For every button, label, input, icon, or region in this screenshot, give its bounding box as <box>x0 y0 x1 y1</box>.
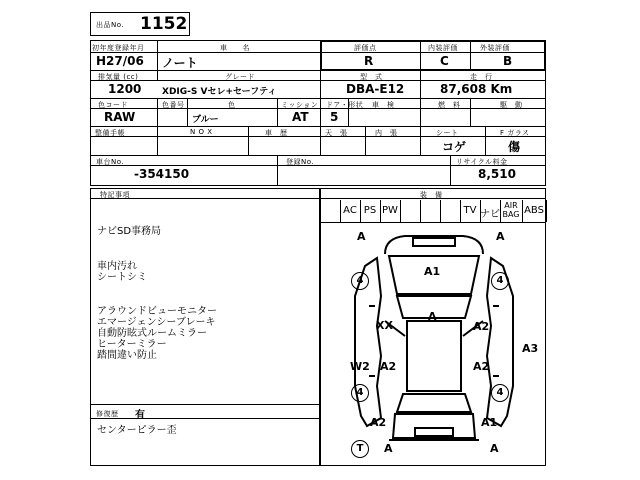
damage-right-side: A3 <box>522 342 539 355</box>
registration-label: 登録No. <box>286 158 315 166</box>
damage-bumper-right: A <box>490 442 499 455</box>
color-no-label: 色番号 <box>162 101 185 109</box>
inspection-label: 車 検 <box>372 101 395 109</box>
model-value: DBA-E12 <box>346 82 405 96</box>
equipment-item: AIR BAG <box>502 201 520 219</box>
note-line: シートシミ <box>97 272 147 283</box>
equipment-item: PS <box>363 205 377 216</box>
chassis-label: 車台No. <box>96 158 125 166</box>
damage-spare: T <box>351 440 369 458</box>
history-label: 車 歴 <box>265 129 288 137</box>
glass-value: 傷 <box>508 140 521 154</box>
damage-rear-left: A2 <box>370 416 387 429</box>
equipment-label: 装 備 <box>420 191 443 199</box>
chassis-value: -354150 <box>134 167 190 181</box>
interior-upholstery-label: 内 張 <box>375 129 398 137</box>
maintenance-label: 整備手帳 <box>95 129 125 137</box>
mileage-value: 87,608 Km <box>440 82 513 96</box>
grade-label: グレード <box>225 73 255 81</box>
note-line: ナビSD事務局 <box>97 226 162 237</box>
car-name-label: 車 名 <box>220 44 250 52</box>
ceiling-label: 天 張 <box>325 129 348 137</box>
first-reg-value: H27/06 <box>96 54 144 68</box>
damage-roof: A <box>428 310 437 323</box>
car-diagram <box>325 226 543 462</box>
damage-right-rear-door: A2 <box>473 360 490 373</box>
score-label: 評価点 <box>354 44 377 52</box>
equipment-item: AC <box>343 205 357 216</box>
equipment-item: PW <box>382 205 398 216</box>
fuel-label: 燃 料 <box>438 101 461 109</box>
score-value: R <box>364 54 374 68</box>
mission-label: ミッション <box>281 101 319 109</box>
drive-label: 駆 動 <box>500 101 523 109</box>
car-name-value: ノート <box>162 56 198 70</box>
exterior-value: B <box>503 54 513 68</box>
first-reg-label: 初年度登録年月 <box>92 44 145 52</box>
interior-label: 内装評価 <box>428 44 458 52</box>
damage-rr-wheel: 4 <box>491 384 509 402</box>
equipment-item: TV <box>463 205 477 216</box>
color-code-label: 色コード <box>98 101 128 109</box>
note-line: ヒーターミラー <box>97 339 167 350</box>
damage-left-rear-door: A2 <box>380 360 397 373</box>
damage-rl-wheel: 4 <box>351 384 369 402</box>
damage-front-left: A <box>357 230 366 243</box>
color-label: 色 <box>228 101 236 109</box>
note-line: センターピラー歪 <box>97 425 177 436</box>
damage-hood: A1 <box>424 265 441 278</box>
damage-bumper-left: A <box>384 442 393 455</box>
color-code-value: RAW <box>104 110 136 124</box>
displacement-label: 排気量 (cc) <box>98 73 139 81</box>
damage-fr-wheel: 4 <box>491 272 509 290</box>
repair-value: 有 <box>135 410 145 421</box>
mileage-label: 走 行 <box>470 73 493 81</box>
damage-right-front-door: A2 <box>473 320 490 333</box>
recycle-label: リサイクル料金 <box>456 158 508 166</box>
grade-value: XDIG-S Vセレ+セーフティ <box>162 87 277 97</box>
damage-front-right: A <box>496 230 505 243</box>
seat-label: シート <box>436 129 459 137</box>
exterior-label: 外装評価 <box>480 44 510 52</box>
note-line: 踏間違い防止 <box>97 350 157 361</box>
glass-label: F ガラス <box>500 129 530 137</box>
nox-label: N O X <box>190 128 213 136</box>
seat-value: コゲ <box>442 140 467 154</box>
color-value: ブルー <box>192 115 219 125</box>
interior-value: C <box>440 54 449 68</box>
note-line: アラウンドビューモニター <box>97 306 217 317</box>
lot-number-label: 出品No. <box>96 21 125 29</box>
recycle-value: 8,510 <box>478 167 516 181</box>
notes-label: 特記事項 <box>100 191 130 199</box>
equipment-item: ナビ <box>480 209 500 220</box>
equipment-item: ABS <box>524 205 544 216</box>
damage-left-sill: W2 <box>350 360 370 373</box>
displacement-value: 1200 <box>108 82 142 96</box>
lot-number: 1152 <box>140 14 188 34</box>
note-line: 車内汚れ <box>97 261 137 272</box>
repair-label: 修復歴 <box>96 410 119 418</box>
mission-value: AT <box>292 110 309 124</box>
doors-value: 5 <box>330 110 339 124</box>
model-label: 型 式 <box>360 73 383 81</box>
note-line: 自動防眩式ルームミラー <box>97 328 207 339</box>
note-line: エマージェンシーブレーキ <box>97 317 216 328</box>
damage-fl-wheel: 4 <box>351 272 369 290</box>
damage-left-side: XX <box>376 319 393 332</box>
doors-label: ドア・形状 <box>326 101 364 109</box>
damage-rear-right: A1 <box>481 416 498 429</box>
